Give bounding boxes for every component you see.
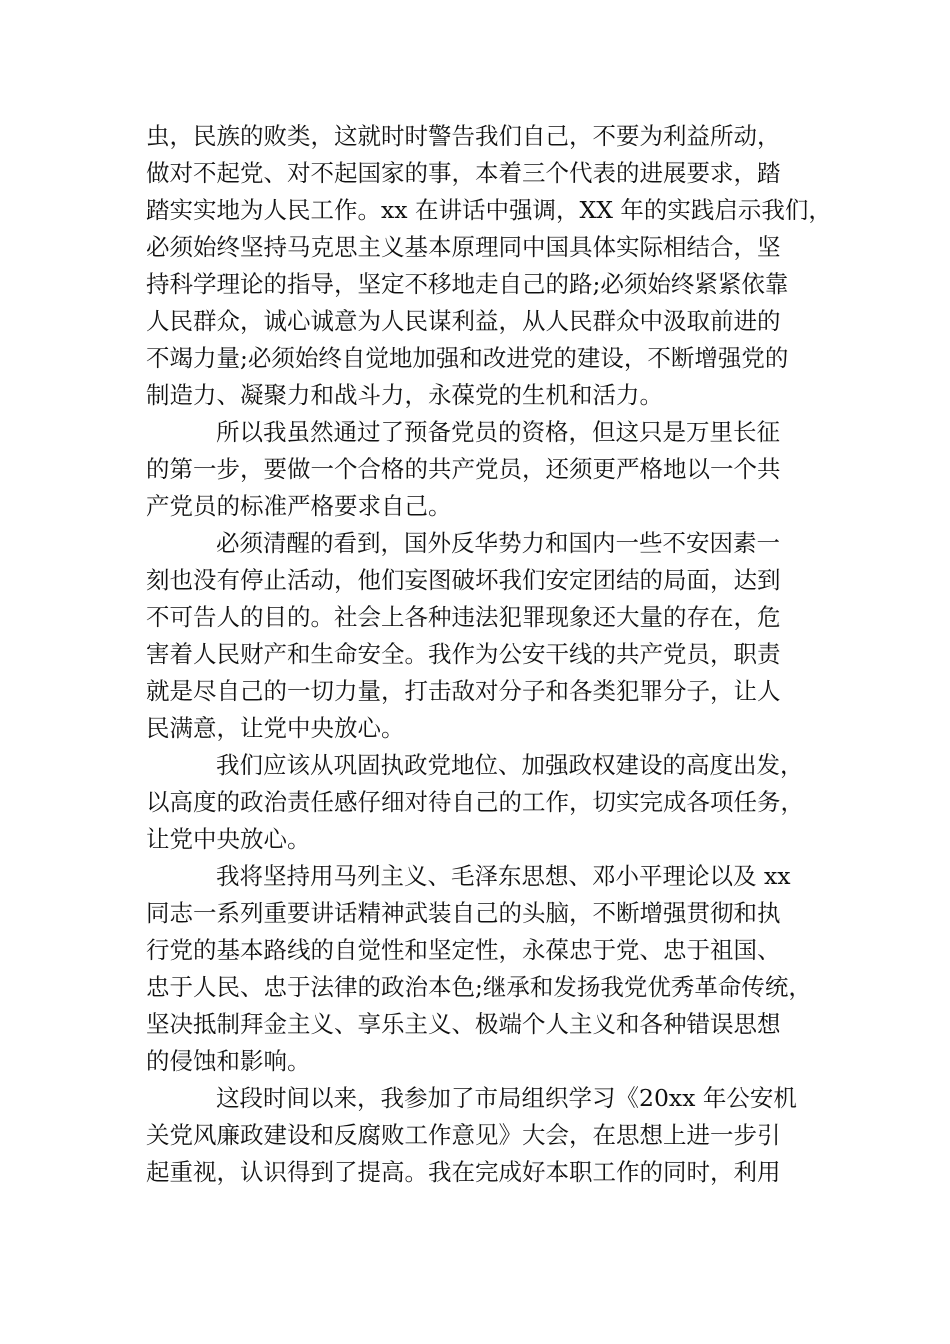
text-line: 人民群众，诚心诚意为人民谋利益，从人民群众中汲取前进的 bbox=[146, 307, 781, 335]
text-line: 刻也没有停止活动，他们妄图破坏我们安定团结的局面，达到 bbox=[146, 566, 781, 594]
paragraph-start-line: 我将坚持用马列主义、毛泽东思想、邓小平理论以及 xx bbox=[216, 862, 791, 890]
body-text bbox=[146, 118, 832, 1191]
text-line: 做对不起党、对不起国家的事，本着三个代表的进展要求，踏 bbox=[146, 159, 781, 187]
text-line: 产党员的标准严格要求自己。 bbox=[146, 492, 452, 520]
text-line: 虫，民族的败类，这就时时警告我们自己，不要为利益所动， bbox=[146, 122, 781, 150]
paragraph-start-line: 所以我虽然通过了预备党员的资格，但这只是万里长征 bbox=[216, 418, 780, 446]
text-line: 的侵蚀和影响。 bbox=[146, 1047, 311, 1075]
text-line: 关党风廉政建设和反腐败工作意见》大会，在思想上进一步引 bbox=[146, 1121, 781, 1149]
paragraph-start-line: 必须清醒的看到，国外反华势力和国内一些不安因素一 bbox=[216, 529, 780, 557]
text-line: 踏实实地为人民工作。xx 在讲话中强调，XX 年的实践启示我们， bbox=[146, 196, 832, 224]
paragraph-start-line: 我们应该从巩固执政党地位、加强政权建设的高度出发， bbox=[216, 751, 804, 779]
text-line: 持科学理论的指导，坚定不移地走自己的路;必须始终紧紧依靠 bbox=[146, 270, 789, 298]
text-line: 行党的基本路线的自觉性和坚定性，永葆忠于党、忠于祖国、 bbox=[146, 936, 781, 964]
text-line: 必须始终坚持马克思主义基本原理同中国具体实际相结合，坚 bbox=[146, 233, 781, 261]
text-line: 以高度的政治责任感仔细对待自己的工作，切实完成各项任务， bbox=[146, 788, 804, 816]
paragraph-start-line: 这段时间以来，我参加了市局组织学习《20xx 年公安机 bbox=[216, 1084, 797, 1112]
text-line: 民满意，让党中央放心。 bbox=[146, 714, 405, 742]
text-line: 就是尽自己的一切力量，打击敌对分子和各类犯罪分子，让人 bbox=[146, 677, 781, 705]
text-line: 起重视，认识得到了提高。我在完成好本职工作的同时，利用 bbox=[146, 1158, 781, 1186]
text-line: 害着人民财产和生命安全。我作为公安干线的共产党员，职责 bbox=[146, 640, 781, 668]
text-line: 让党中央放心。 bbox=[146, 825, 311, 853]
text-line: 的第一步，要做一个合格的共产党员，还须更严格地以一个共 bbox=[146, 455, 781, 483]
text-line: 同志一系列重要讲话精神武装自己的头脑，不断增强贯彻和执 bbox=[146, 899, 781, 927]
text-line: 忠于人民、忠于法律的政治本色;继承和发扬我党优秀革命传统， bbox=[146, 973, 812, 1001]
text-line: 坚决抵制拜金主义、享乐主义、极端个人主义和各种错误思想 bbox=[146, 1010, 781, 1038]
text-line: 不可告人的目的。社会上各种违法犯罪现象还大量的存在，危 bbox=[146, 603, 781, 631]
text-line: 制造力、凝聚力和战斗力，永葆党的生机和活力。 bbox=[146, 381, 663, 409]
text-line: 不竭力量;必须始终自觉地加强和改进党的建设，不断增强党的 bbox=[146, 344, 789, 372]
